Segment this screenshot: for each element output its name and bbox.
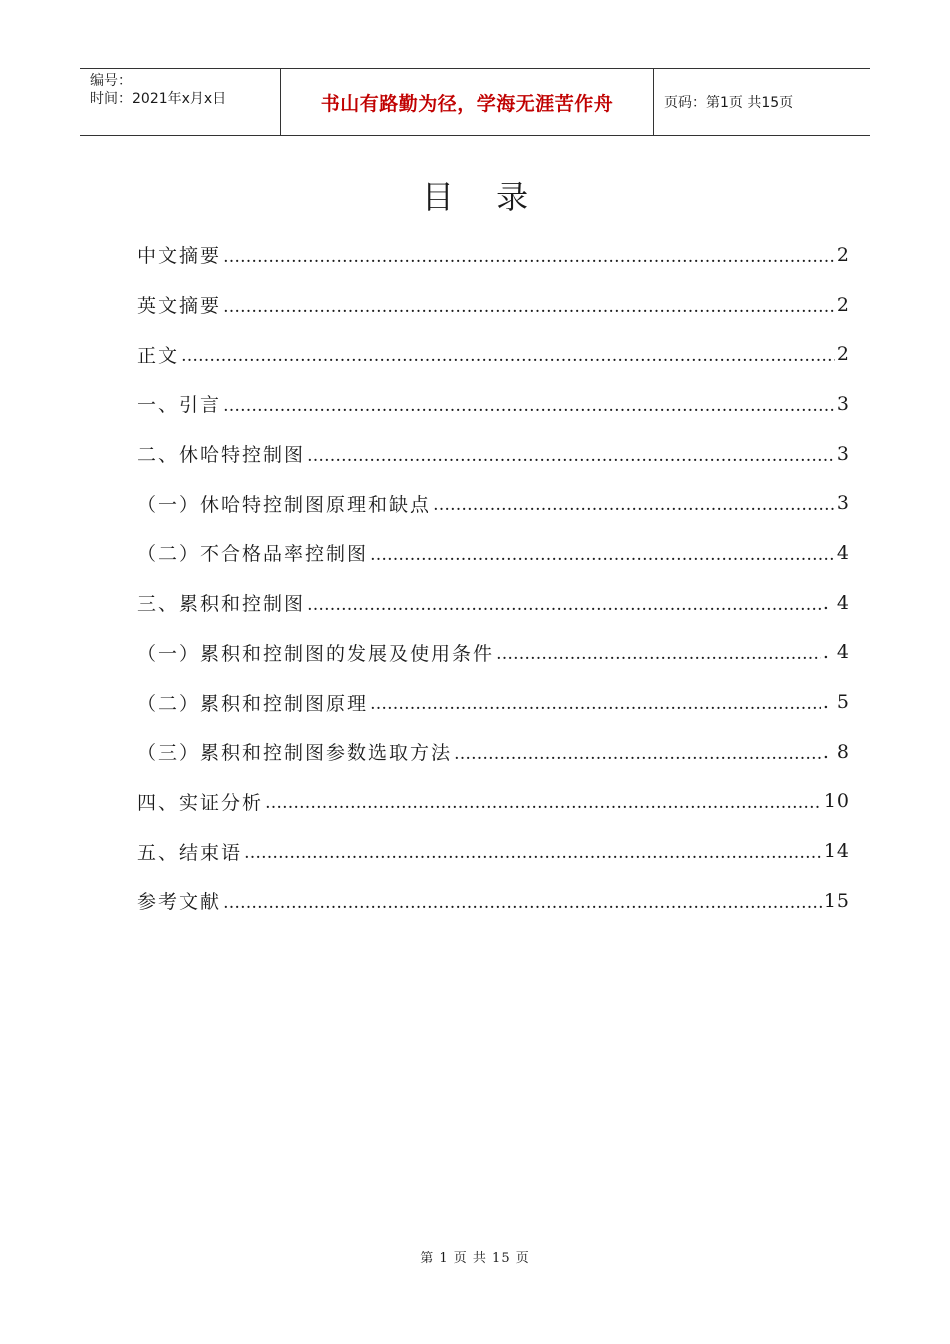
toc-entry-page: . 5 (822, 691, 850, 714)
toc-entry-label: 二、休哈特控制图 (137, 444, 306, 467)
toc-entry-page: 4 (836, 541, 850, 564)
toc-entry-page: 2 (836, 293, 850, 316)
toc-entry-label: 四、实证分析 (137, 791, 264, 814)
toc-dot-leader (370, 545, 835, 565)
toc-entry-label: 正文 (137, 344, 180, 367)
toc-entry-label: （二）累积和控制图原理 (137, 692, 369, 715)
toc-dot-leader (223, 247, 835, 267)
toc-entry-label: 参考文献 (137, 891, 222, 914)
document-date-label: 时间：2021年x月x日 (90, 91, 227, 107)
toc-entry-page: 3 (836, 442, 850, 465)
toc-entry-page: . 4 (822, 591, 850, 614)
toc-entry[interactable] (137, 329, 850, 379)
toc-dot-leader (454, 744, 821, 764)
toc-entry[interactable] (137, 727, 850, 777)
toc-entry[interactable] (137, 478, 850, 528)
toc-entry-label: 英文摘要 (137, 295, 222, 318)
toc-entry[interactable] (137, 578, 850, 628)
toc-dot-leader (181, 346, 835, 366)
toc-entry-page: 2 (836, 243, 850, 266)
toc-entry-page: 10 (823, 790, 850, 813)
page-footer (0, 1247, 950, 1266)
toc-entry[interactable] (137, 628, 850, 678)
header-page-info: 页码：第1页 共15页 (664, 95, 794, 111)
toc-entry[interactable] (137, 826, 850, 876)
toc-dot-leader (307, 595, 821, 615)
header-motto: 书山有路勤为径，学海无涯苦作舟 (320, 92, 614, 115)
toc-entry-page: . 4 (822, 641, 850, 664)
toc-entry-label: （一）累积和控制图的发展及使用条件 (137, 642, 495, 665)
toc-entry-label: （二）不合格品率控制图 (137, 543, 369, 566)
toc-entry[interactable] (137, 429, 850, 479)
footer-page-info: 第 1 页 共 15 页 (420, 1251, 530, 1266)
toc-entry[interactable] (137, 230, 850, 280)
page-header (80, 68, 870, 136)
toc-entry-label: 中文摘要 (137, 245, 222, 268)
toc-entry-page: 14 (823, 840, 850, 863)
toc-entry-label: 五、结束语 (137, 841, 243, 864)
toc-entry-label: （三）累积和控制图参数选取方法 (137, 742, 453, 765)
toc-dot-leader (307, 446, 835, 466)
header-motto-cell (281, 69, 654, 135)
document-number-label: 编号： (90, 73, 132, 89)
toc-entry-page: 3 (836, 392, 850, 415)
toc-entry-label: 一、引言 (137, 394, 222, 417)
toc-dot-leader (244, 843, 822, 863)
table-of-contents (137, 230, 850, 926)
header-meta-cell (80, 69, 281, 135)
toc-entry-label: 三、累积和控制图 (137, 593, 306, 616)
toc-entry-page: 2 (836, 343, 850, 366)
toc-dot-leader (496, 644, 821, 664)
toc-entry-label: （一）休哈特控制图原理和缺点 (137, 493, 432, 516)
toc-entry[interactable] (137, 677, 850, 727)
toc-dot-leader (223, 396, 835, 416)
toc-entry[interactable] (137, 528, 850, 578)
toc-dot-leader (223, 297, 835, 317)
toc-entry[interactable] (137, 280, 850, 330)
toc-dot-leader (433, 495, 835, 515)
toc-entry-page: 3 (836, 492, 850, 515)
toc-entry-page: 15 (823, 889, 850, 912)
header-page-cell (654, 69, 870, 135)
toc-entry[interactable] (137, 379, 850, 429)
toc-entry[interactable] (137, 876, 850, 926)
toc-dot-leader (223, 893, 822, 913)
toc-entry-page: . 8 (822, 740, 850, 763)
toc-dot-leader (370, 694, 821, 714)
page-title: 目 录 (421, 178, 545, 216)
toc-entry[interactable] (137, 777, 850, 827)
toc-dot-leader (265, 793, 822, 813)
